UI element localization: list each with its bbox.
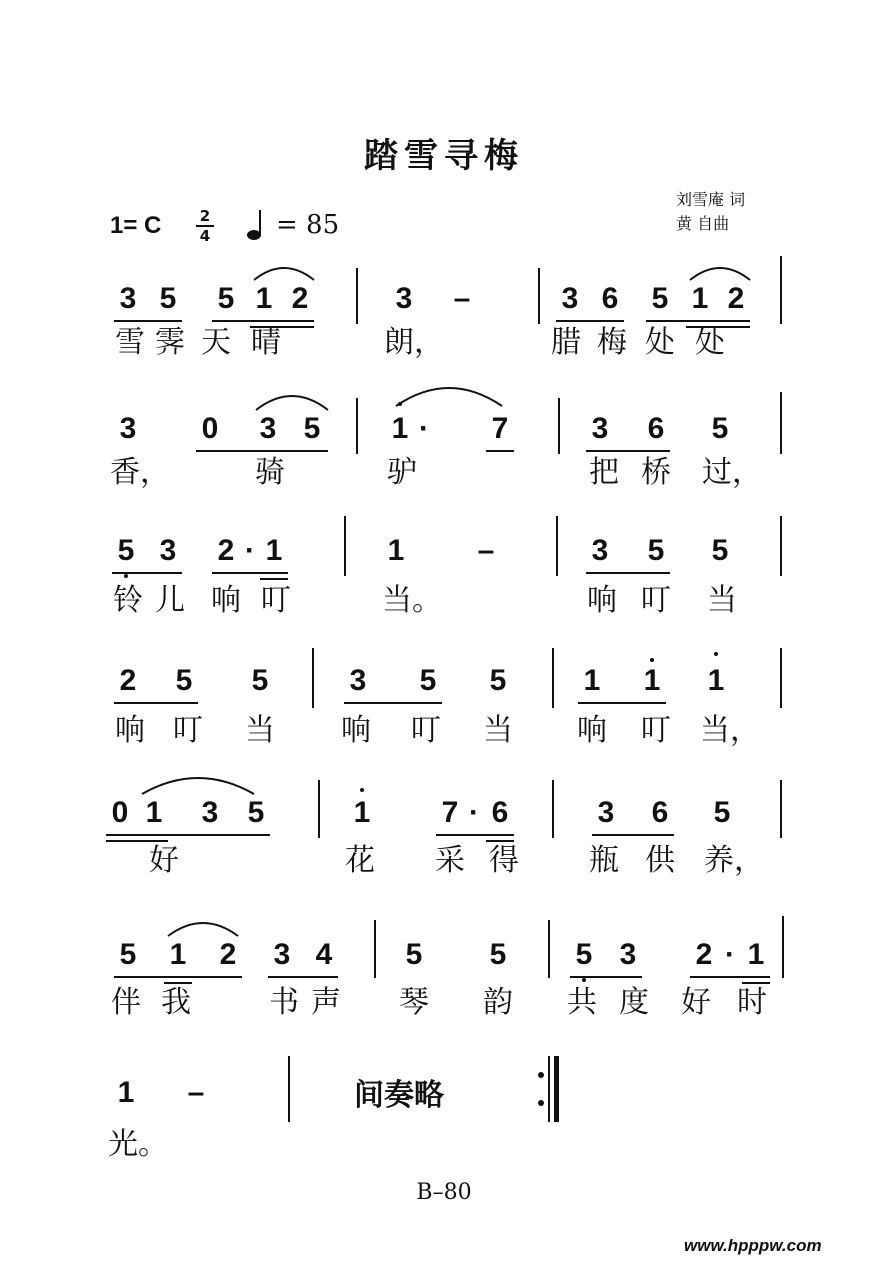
- note: 4: [315, 938, 333, 971]
- lyric: 书: [269, 985, 299, 1020]
- lyric: 朗，: [384, 325, 444, 360]
- note: 1: [707, 664, 725, 697]
- lyric: 桥: [641, 455, 671, 490]
- lyric: 度: [619, 985, 649, 1020]
- lyric: 响: [577, 713, 607, 748]
- underline: [586, 572, 670, 574]
- slur: [140, 770, 256, 796]
- lyric: 叮: [261, 583, 291, 618]
- note: 3: [119, 412, 137, 445]
- note: 5: [247, 796, 265, 829]
- lyric: 梅: [597, 325, 627, 360]
- note: 1: [747, 938, 765, 971]
- song-title: 踏雪寻梅: [364, 136, 524, 176]
- barline: [780, 648, 782, 708]
- note: 5: [119, 938, 137, 971]
- barline: [780, 780, 782, 838]
- barline: [318, 780, 320, 838]
- note: ·: [725, 938, 735, 971]
- note: 5: [575, 938, 593, 971]
- slur: [252, 262, 316, 282]
- note: 7: [491, 412, 509, 445]
- lyric: 天: [201, 325, 231, 360]
- barline: [548, 920, 550, 978]
- repeat-barline-thin: [548, 1056, 550, 1122]
- lyric: 响: [587, 583, 617, 618]
- note: 2: [727, 282, 745, 315]
- lyric: 叮: [411, 713, 441, 748]
- barline: [556, 516, 558, 576]
- lyric: 瓶: [589, 843, 619, 878]
- underline: [268, 976, 338, 978]
- lyric: 声: [311, 985, 341, 1020]
- lyric: 琴: [399, 985, 429, 1020]
- note: 5: [405, 938, 423, 971]
- key-signature: 1= C: [110, 212, 162, 239]
- underline: [486, 840, 514, 842]
- note: 3: [349, 664, 367, 697]
- barline: [780, 516, 782, 576]
- lyric: 得: [489, 843, 519, 878]
- note: 5: [419, 664, 437, 697]
- underline: [212, 572, 288, 574]
- repeat-dot: [538, 1100, 544, 1106]
- note: 3: [561, 282, 579, 315]
- underline: [586, 450, 670, 452]
- lyric: 供: [645, 843, 675, 878]
- lyric: 腊: [551, 325, 581, 360]
- lyric: 香，: [110, 455, 170, 490]
- note: 0: [201, 412, 219, 445]
- tempo-marking: = 85: [276, 210, 340, 240]
- note: 5: [251, 664, 269, 697]
- lyric: 叮: [173, 713, 203, 748]
- lyricist-credit: 刘雪庵 词: [676, 190, 746, 209]
- note: 3: [159, 534, 177, 567]
- page-number: B–80: [416, 1180, 472, 1205]
- lyric: 响: [211, 583, 241, 618]
- lyric: 处: [645, 325, 675, 360]
- lyric: 叮: [641, 583, 671, 618]
- note: 3: [201, 796, 219, 829]
- note: –: [477, 534, 495, 567]
- quarter-note-icon: [246, 208, 270, 242]
- time-signature: [196, 208, 214, 244]
- note: 3: [273, 938, 291, 971]
- lyric: 铃: [113, 583, 143, 618]
- lyric: 过，: [702, 455, 762, 490]
- note: 5: [159, 282, 177, 315]
- lyric: 处: [695, 325, 725, 360]
- composer-credit: 黄 自曲: [676, 214, 730, 233]
- barline: [552, 780, 554, 838]
- barline: [782, 916, 784, 978]
- underline: [196, 450, 328, 452]
- barline: [344, 516, 346, 576]
- lyric: 当: [483, 713, 513, 748]
- underline: [742, 982, 770, 984]
- note: 5: [175, 664, 193, 697]
- lyric: 叮: [641, 713, 671, 748]
- underline: [212, 320, 314, 322]
- underline: [114, 702, 198, 704]
- slur: [166, 916, 240, 938]
- lyric: 当: [245, 713, 275, 748]
- note: 1: [643, 664, 661, 697]
- underline: [106, 834, 270, 836]
- note: 3: [395, 282, 413, 315]
- underline: [646, 320, 750, 322]
- lyric: 时: [737, 985, 767, 1020]
- lyric: 光。: [108, 1127, 168, 1162]
- note: 1: [169, 938, 187, 971]
- high-octave-dot: [650, 658, 654, 662]
- note: 1: [117, 1076, 135, 1109]
- lyric: 霁: [155, 325, 185, 360]
- barline: [558, 398, 560, 454]
- note: 6: [647, 412, 665, 445]
- lyric: 好: [149, 843, 179, 878]
- note: 1: [691, 282, 709, 315]
- underline: [260, 578, 288, 580]
- barline: [312, 648, 314, 708]
- lyric: 花: [345, 843, 375, 878]
- high-octave-dot: [714, 652, 718, 656]
- barline: [780, 392, 782, 454]
- lyric: 把: [589, 455, 619, 490]
- lyric: 骑: [255, 455, 285, 490]
- note: ·: [419, 412, 429, 445]
- note: 3: [591, 534, 609, 567]
- note: ·: [469, 796, 479, 829]
- note: 2: [219, 938, 237, 971]
- lyric: 好: [681, 985, 711, 1020]
- low-octave-dot: [124, 574, 128, 578]
- note: 5: [711, 534, 729, 567]
- note: 3: [591, 412, 609, 445]
- underline: [486, 450, 514, 452]
- lyric: 我: [161, 985, 191, 1020]
- barline: [356, 398, 358, 454]
- note: 1: [391, 412, 409, 445]
- underline: [556, 320, 624, 322]
- underline: [164, 982, 192, 984]
- barline: [288, 1056, 290, 1122]
- note: 5: [651, 282, 669, 315]
- lyric: 伴: [111, 985, 141, 1020]
- note: 5: [489, 938, 507, 971]
- lyric: 儿: [155, 583, 185, 618]
- note: 5: [489, 664, 507, 697]
- lyric: 响: [341, 713, 371, 748]
- underline: [592, 834, 674, 836]
- underline: [112, 572, 182, 574]
- time-signature-top: 2: [199, 207, 211, 225]
- time-signature-bottom: 4: [199, 227, 211, 245]
- lyric: 响: [115, 713, 145, 748]
- barline: [374, 920, 376, 978]
- barline: [356, 268, 358, 324]
- note: ·: [245, 534, 255, 567]
- note: 5: [117, 534, 135, 567]
- underline: [436, 834, 514, 836]
- note: 1: [255, 282, 273, 315]
- note: 1: [583, 664, 601, 697]
- website-watermark: www.hpppw.com: [684, 1236, 822, 1255]
- repeat-barline-thick: [554, 1056, 559, 1122]
- underline: [106, 840, 168, 842]
- note: 5: [711, 412, 729, 445]
- note: 3: [119, 282, 137, 315]
- lyric: 当，: [700, 713, 760, 748]
- lyric: 韵: [483, 985, 513, 1020]
- high-octave-dot: [360, 788, 364, 792]
- lyric: 采: [435, 843, 465, 878]
- note: 7: [441, 796, 459, 829]
- note: 3: [597, 796, 615, 829]
- underline: [570, 976, 642, 978]
- note: 1: [353, 796, 371, 829]
- underline: [114, 320, 182, 322]
- note: 2: [119, 664, 137, 697]
- note: 0: [111, 796, 129, 829]
- note: 1: [265, 534, 283, 567]
- barline: [780, 256, 782, 324]
- note: 5: [647, 534, 665, 567]
- barline: [552, 648, 554, 708]
- note: 2: [695, 938, 713, 971]
- lyric: 驴: [387, 455, 417, 490]
- note: –: [453, 282, 471, 315]
- underline: [690, 976, 770, 978]
- slur: [254, 390, 330, 412]
- note: 5: [303, 412, 321, 445]
- lyric: 当: [707, 583, 737, 618]
- note: 2: [217, 534, 235, 567]
- underline: [114, 976, 242, 978]
- note: 3: [259, 412, 277, 445]
- note: 6: [651, 796, 669, 829]
- credits: [676, 188, 745, 236]
- note: 1: [145, 796, 163, 829]
- note: 2: [291, 282, 309, 315]
- barline: [538, 268, 540, 324]
- lyric: 当。: [382, 583, 442, 618]
- underline: [578, 702, 666, 704]
- slur: [688, 262, 752, 282]
- note: 6: [491, 796, 509, 829]
- lyric: 晴: [251, 325, 281, 360]
- note: 6: [601, 282, 619, 315]
- note: 3: [619, 938, 637, 971]
- underline: [344, 702, 442, 704]
- lyric: 雪: [115, 325, 145, 360]
- low-octave-dot: [582, 978, 586, 982]
- slur: [394, 380, 504, 408]
- lyric: 共: [567, 985, 597, 1020]
- note: –: [187, 1076, 205, 1109]
- note: 1: [387, 534, 405, 567]
- repeat-dot: [538, 1072, 544, 1078]
- interlude-note: 间奏略: [354, 1078, 444, 1113]
- note: 5: [217, 282, 235, 315]
- lyric: 养，: [704, 843, 764, 878]
- note: 5: [713, 796, 731, 829]
